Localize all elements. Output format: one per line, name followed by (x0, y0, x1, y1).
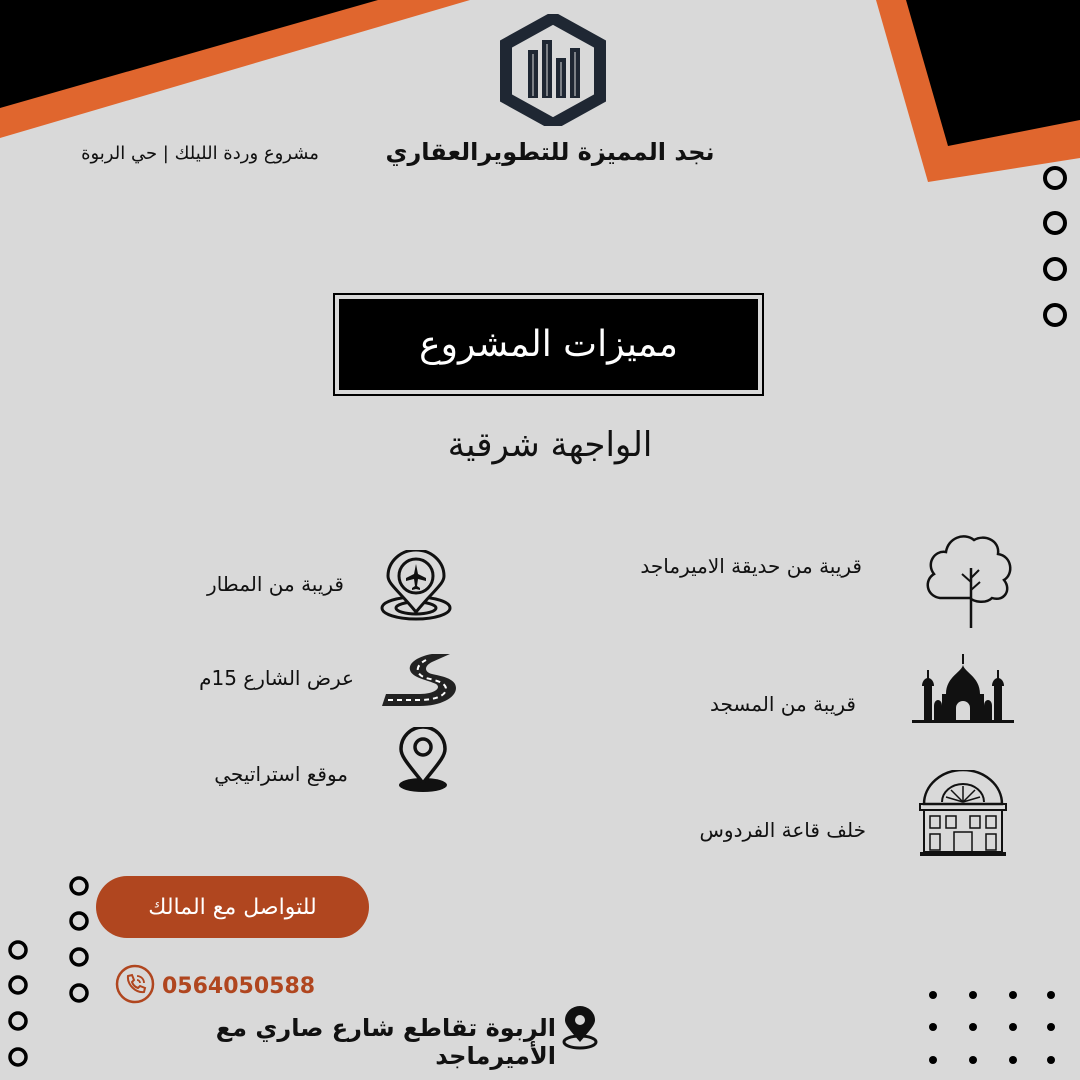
features-title: مميزات المشروع (339, 299, 758, 390)
phone-icon (114, 963, 156, 1005)
location-pin-icon (397, 727, 449, 793)
company-logo (498, 14, 608, 126)
phone-number[interactable]: 0564050588 (162, 974, 316, 999)
feature-street-width-label: عرض الشارع 15م (199, 666, 354, 690)
features-title-box (333, 293, 764, 396)
feature-hall-label: خلف قاعة الفردوس (699, 818, 866, 842)
facade-text: الواجهة شرقية (447, 425, 653, 465)
airport-pin-icon (378, 550, 454, 622)
dot-grid-decoration (920, 984, 1068, 1074)
company-name: نجد المميزة للتطويرالعقاري (385, 138, 715, 166)
address-text: الربوة تقاطع شارع صاري مع الأميرماجد (215, 1014, 556, 1070)
road-icon (380, 652, 460, 708)
contact-owner-button[interactable]: للتواصل مع المالك (96, 876, 369, 938)
project-name: مشروع وردة الليلك | حي الربوة (81, 143, 319, 164)
hall-building-icon (918, 770, 1008, 858)
ring-dots-left-inner (66, 874, 94, 1008)
feature-park-label: قريبة من حديقة الاميرماجد (640, 554, 862, 578)
feature-strategic-location-label: موقع استراتيجي (214, 762, 348, 786)
mosque-icon (912, 654, 1014, 724)
ring-dots-right (1040, 164, 1072, 334)
feature-airport-label: قريبة من المطار (207, 572, 344, 596)
address-pin-icon (562, 1006, 598, 1050)
ring-dots-left-outer (5, 938, 33, 1072)
tree-icon (922, 530, 1016, 630)
feature-mosque-label: قريبة من المسجد (709, 692, 856, 716)
